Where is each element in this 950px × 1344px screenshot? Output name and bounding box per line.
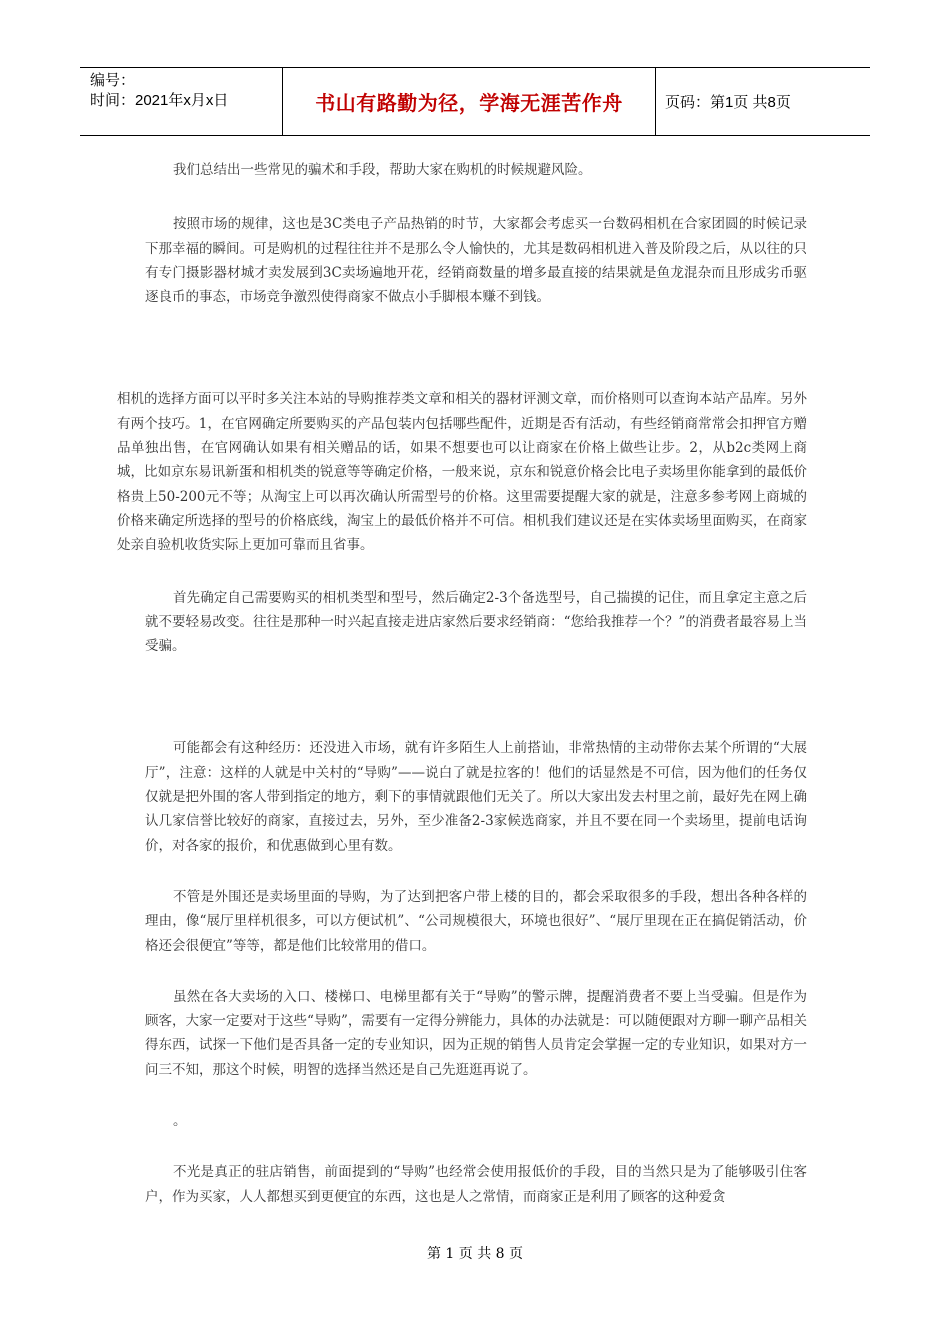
body-paragraph: 虽然在各大卖场的入口、楼梯口、电梯里都有关于“导购”的警示牌，提醒消费者不要上当受骗。但是作为顾客，大家一定要对于这些“导购”，需要有一定得分辨能力，具体的办法就是：可以随便跟对方聊一聊产品相关得东西，试探一下他们是否具备一定的专业知识，因为正规的销售人员肯定会掌握一定的专业知识，如果对方一问三不知，那这个时候，明智的选择当然还是自己先逛逛再说了。 [145,988,807,1078]
header-page-indicator: 页码：第1页 共8页 [665,94,791,111]
body-paragraph: 可能都会有这种经历：还没进入市场，就有许多陌生人上前搭讪，非常热情的主动带你去某个所谓的“大展厅”，注意：这样的人就是中关村的“导购”——说白了就是拉客的！他们的话显然是不可信，因为他们的任务仅仅就是把外围的客人带到指定的地方，剩下的事情就跟他们无关了。所以大家出发去村里之前，最好先在网上确认几家信誉比较好的商家，直接过去，另外，至少准备2-3家候选商家，并且不要在同一个卖场里，提前电话询价，对各家的报价，和优惠做到心里有数。 [145,740,807,854]
body-paragraph: 不光是真正的驻店销售，前面提到的“导购”也经常会使用报低价的手段，目的当然只是为了能够吸引住客户，作为买家，人人都想买到更便宜的东西，这也是人之常情，而商家正是利用了顾客的这种爱贪 [145,1164,807,1205]
body-paragraph: 首先确定自己需要购买的相机类型和型号，然后确定2-3个备选型号，自己揣摸的记住，而且拿定主意之后就不要轻易改变。往往是那种一时兴起直接走进店家然后要求经销商：“您给我推荐一个？”的消费者最容易上当受骗。 [145,589,807,655]
document-body [117,158,807,1209]
body-paragraph: 。 [173,1113,187,1130]
document-number-label: 编号： [90,72,136,89]
body-paragraph: 不管是外围还是卖场里面的导购，为了达到把客户带上楼的目的，都会采取很多的手段，想出各种各样的理由，像“展厅里样机很多，可以方便试机”、“公司规模很大，环境也很好”、“展厅里现在正在搞促销活动，价格还会很便宜”等等，都是他们比较常用的借口。 [145,888,807,954]
header-motto: 书山有路勤为径，学海无涯苦作舟 [283,68,656,135]
header-table [80,67,870,136]
page-footer: 第 1 页 共 8 页 [426,1246,524,1262]
document-date-label: 时间：2021年x月x日 [90,92,229,109]
body-paragraph: 按照市场的规律，这也是3C类电子产品热销的时节，大家都会考虑买一台数码相机在合家团圆的时候记录下那幸福的瞬间。可是购机的过程往往并不是那么令人愉快的，尤其是数码相机进入普及阶段之后，从以往的只有专门摄影器材城才卖发展到3C卖场遍地开花，经销商数量的增多最直接的结果就是鱼龙混杂而且形成劣币驱逐良币的事态，市场竞争激烈使得商家不做点小手脚根本赚不到钱。 [145,216,807,306]
header-meta-cell [80,68,283,135]
body-paragraph: 相机的选择方面可以平时多关注本站的导购推荐类文章和相关的器材评测文章，而价格则可以查询本站产品库。另外有两个技巧。1，在官网确定所要购买的产品包装内包括哪些配件，近期是否有活动，有些经销商常常会扣押官方赠品单独出售，在官网确认如果有相关赠品的话，如果不想要也可以让商家在价格上做些让步。2，从b2c类网上商城，比如京东易讯新蛋和相机类的锐意等等确定价格，一般来说，京东和锐意价格会比电子卖场里你能拿到的最低价格贵上50-200元不等；从淘宝上可以再次确认所需型号的价格。这里需要提醒大家的就是，注意多参考网上商城的价格来确定所选择的型号的价格底线，淘宝上的最低价格并不可信。相机我们建议还是在实体卖场里面购买，在商家处亲自验机收货实际上更加可靠而且省事。 [117,391,807,554]
body-paragraph: 我们总结出一些常见的骗术和手段，帮助大家在购机的时候规避风险。 [173,162,592,178]
